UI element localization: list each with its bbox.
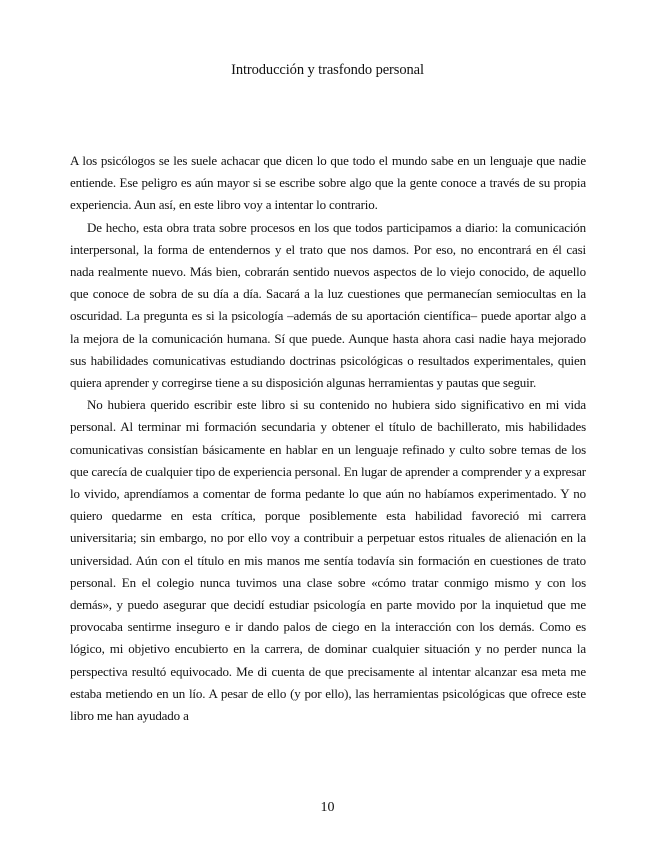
paragraph-2: De hecho, esta obra trata sobre procesos en los que todos participamos a diario: la comunicación interpersonal, la forma de entendernos y el trato que nos damos. Por eso, no encontrará en él casi nada realmente nuevo. Más bien, cobrarán sentido nuevos aspectos de lo viejo conocido, de aquello que conoce de sobra de su día a día. Sacará a la luz cuestiones que permanecían semiocultas en la oscuridad. La pregunta es si la psicología –además de su aportación científica– puede aportar algo a la mejora de la comunicación humana. Sí que puede. Aunque hasta ahora casi nadie haya mejorado sus habilidades comunicativas estudiando doctrinas psicológicas o resultados experimentales, quien quiera aprender y corregirse tiene a su disposición algunas herramientas y pautas que seguir.: [70, 219, 586, 391]
chapter-body: [70, 150, 586, 727]
paragraph-1: A los psicólogos se les suele achacar que dicen lo que todo el mundo sabe en un lenguaje que nadie entiende. Ese peligro es aún mayor si se escribe sobre algo que la gente conoce a través de su propia experiencia. Aun así, en este libro voy a intentar lo contrario.: [70, 153, 586, 213]
paragraph-3: No hubiera querido escribir este libro si su contenido no hubiera sido significativo en mi vida personal. Al terminar mi formación secundaria y obtener el título de bachillerato, mis habilidades comunicativas consistían básicamente en hablar en un lenguaje refinado y culto sobre temas de los que carecía de cualquier tipo de experiencia personal. En lugar de aprender a comprender y a expresar lo vivido, aprendíamos a comentar de forma pedante lo que aún no habíamos experimentado. Y no quiero quedarme en esta crítica, porque posiblemente esta habilidad favoreció mi carrera universitaria; sin embargo, no por ello voy a contribuir a perpetuar estos rituales de alienación en la universidad. Aún con el título en mis manos me sentía todavía sin formación en cuestiones de trato personal. En el colegio nunca tuvimos una clase sobre «cómo tratar conmigo mismo y con los demás», y puedo asegurar que decidí estudiar psicología en parte movido por la inquietud que me provocaba sentirme inseguro e ir dando palos de ciego en la interacción con los demás. Como es lógico, mi objetivo encubierto en la carrera, de dominar cualquier situación y no perder nunca la perspectiva resultó equivocado. Me di cuenta de que precisamente al intentar alcanzar esa meta me estaba metiendo en un lío. A pesar de ello (y por ello), las herramientas psicológicas que ofrece este libro me han ayudado a: [70, 397, 586, 724]
page-number: 10: [320, 800, 335, 815]
chapter-title: Introducción y trasfondo personal: [231, 62, 424, 78]
